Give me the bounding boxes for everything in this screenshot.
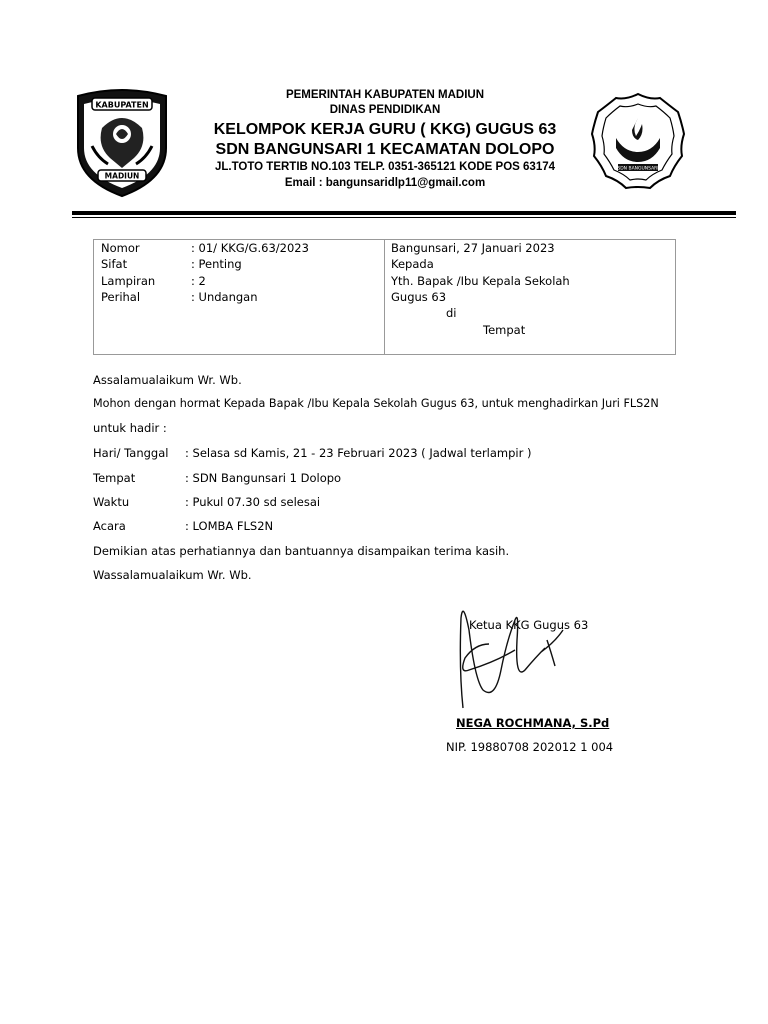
value-lampiran: : 2 [191,274,206,288]
place-date: Bangunsari, 27 Januari 2023 [391,241,555,255]
kop-line-4: SDN BANGUNSARI 1 KECAMATAN DOLOPO [215,141,555,158]
kop-line-2: DINAS PENDIDIKAN [329,104,441,116]
salam-penutup: Wassalamualaikum Wr. Wb. [93,568,252,582]
handwritten-signature [455,600,575,720]
kepada: Kepada [391,257,434,271]
value-nomor: : 01/ KKG/G.63/2023 [191,241,309,255]
kop-address: JL.TOTO TERTIB NO.103 TELP. 0351-365121 KODE POS 63174 [214,161,556,173]
detail-label-tempat: Tempat [93,471,136,485]
paragraph-1: Mohon dengan hormat Kepada Bapak /Ibu Kepala Sekolah Gugus 63, untuk menghadirkan Juri FLS2N [93,397,659,410]
header-box-divider [384,239,385,354]
recipient-line-1: Yth. Bapak /Ibu Kepala Sekolah [391,274,570,288]
kop-email: Email : bangunsaridlp11@gmail.com [284,177,486,189]
detail-value-acara: : LOMBA FLS2N [185,519,274,533]
recipient-line-2: Gugus 63 [391,290,447,304]
emblem-text: SDN BANGUNSARI [617,166,659,172]
recipient-di: di [446,306,457,320]
kop-line-1: PEMERINTAH KABUPATEN MADIUN [285,89,485,101]
svg-text:KABUPATEN: KABUPATEN [95,100,149,110]
letterhead-rule-thin [72,217,736,218]
signer-nip: NIP. 19880708 202012 1 004 [446,740,614,754]
recipient-tempat: Tempat [483,323,526,337]
label-nomor: Nomor [101,241,140,255]
label-perihal: Perihal [101,290,141,304]
label-sifat: Sifat [101,257,128,271]
signer-name: NEGA ROCHMANA, S.Pd [456,716,610,730]
kop-line-3: KELOMPOK KERJA GURU ( KKG) GUGUS 63 [213,121,557,138]
label-lampiran: Lampiran [101,274,156,288]
letterhead-rule-thick [72,211,736,215]
closing-paragraph: Demikian atas perhatiannya dan bantuannya disampaikan terima kasih. [93,544,510,558]
detail-label-acara: Acara [93,519,126,533]
paragraph-1-cont: untuk hadir : [93,421,167,435]
detail-value-hari: : Selasa sd Kamis, 21 - 23 Februari 2023 ( Jadwal terlampir ) [185,446,532,460]
salam-pembuka: Assalamualaikum Wr. Wb. [93,373,242,387]
value-perihal: : Undangan [191,290,258,304]
detail-value-tempat: : SDN Bangunsari 1 Dolopo [185,471,342,485]
svg-text:MADIUN: MADIUN [104,171,140,181]
signature-title: Ketua KKG Gugus 63 [469,618,589,632]
school-emblem-logo [588,90,688,194]
kabupaten-madiun-logo [72,88,172,198]
detail-label-waktu: Waktu [93,495,130,509]
detail-value-waktu: : Pukul 07.30 sd selesai [185,495,321,509]
value-sifat: : Penting [191,257,242,271]
detail-label-hari: Hari/ Tanggal [93,446,169,460]
